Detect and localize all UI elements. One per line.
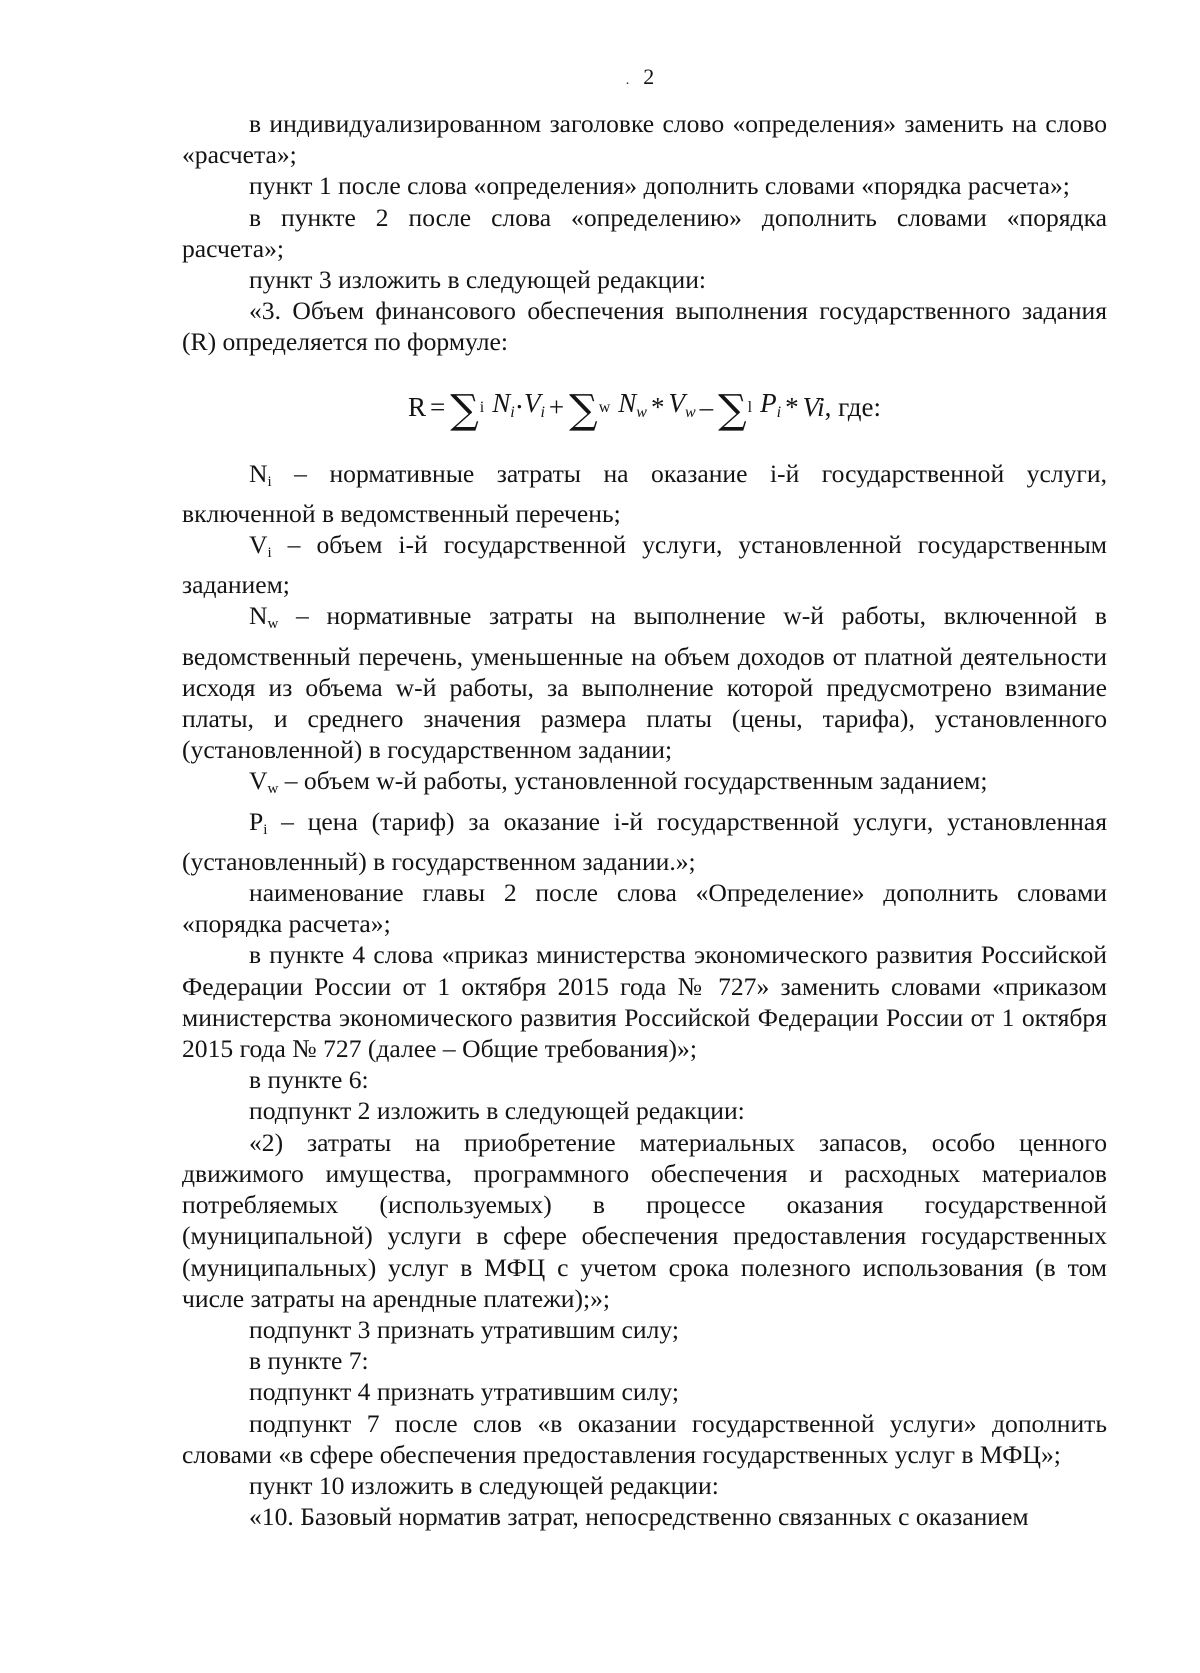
paragraph: в пункте 2 после слова «определению» дополнить словами «порядка расчета»; — [182, 202, 1107, 263]
formula — [182, 358, 1107, 458]
sum-symbol: ∑ — [450, 386, 479, 433]
sum-symbol: ∑ — [718, 386, 747, 433]
document-body — [182, 108, 1107, 1532]
paragraph: в пункте 4 слова «приказ министерства экономического развития Российской Федерации России от 1 октября 2015 года № 727» заменить словами «приказом министерства экономического развития Российской Федерации России от 1 октября 2015 года № 727 (далее – Общие требования)»; — [182, 940, 1107, 1064]
paragraph: подпункт 2 изложить в следующей редакции: — [249, 1096, 745, 1126]
paragraph: пункт 3 изложить в следующей редакции: — [249, 265, 707, 295]
formula-minus: – — [699, 392, 714, 423]
formula-vi: Vi — [802, 392, 825, 423]
formula-n-i: $N_i$ — [492, 387, 515, 421]
definition-item: $V_i$ – объем i-й государственной услуги, установленной государственным заданием; — [182, 530, 1107, 600]
formula-star: * — [785, 392, 799, 423]
formula-tail: , где: — [824, 392, 882, 423]
paragraph: подпункт 4 признать утратившим силу; — [249, 1377, 679, 1407]
definition-item: $V_w$ – объем w-й работы, установленной государственным заданием; — [249, 766, 988, 798]
paragraph: в пункте 7: — [249, 1346, 369, 1376]
definition-item: $P_i$ – цена (тариф) за оказание i-й государственной услуги, установленная (установленный) в государственном задании.»; — [182, 806, 1107, 876]
sum-symbol: ∑ — [569, 386, 598, 433]
formula-v-i: $V_i$ — [523, 387, 545, 421]
paragraph: «3. Объем финансового обеспечения выполнения государственного задания (R) определяется по формуле: — [182, 296, 1107, 357]
formula-lhs: R — [407, 392, 426, 423]
paragraph: подпункт 3 признать утратившим силу; — [249, 1314, 679, 1344]
sum-index-w: w — [598, 399, 611, 417]
formula-p-i: $P_i$ — [760, 387, 782, 421]
page-number-area — [0, 64, 1200, 90]
definition-item: $N_i$ – нормативные затраты на оказание i-й государственной услуги, включенной в ведомственный перечень; — [182, 458, 1107, 528]
sum-index-l: l — [747, 399, 753, 417]
paragraph: пункт 1 после слова «определения» дополнить словами «порядка расчета»; — [249, 171, 1070, 201]
definition-item: $N_w$ – нормативные затраты на выполнение w-й работы, включенной в ведомственный перечень, уменьшенные на объем доходов от платной деятельности исходя из объема w-й работы, за выполнение которой предусмотрено взимание платы, и среднего значения размера платы (цены, тарифа), установленного (установленной) в государственном задании; — [182, 601, 1107, 765]
page-mark: . — [625, 73, 630, 88]
formula-equals: = — [429, 392, 446, 423]
formula-star: * — [650, 392, 665, 423]
paragraph: в пункте 6: — [249, 1065, 369, 1095]
paragraph: наименование главы 2 после слова «Определение» дополнить словами «порядка расчета»; — [182, 878, 1107, 939]
formula-n-w: $N_w$ — [618, 387, 647, 421]
formula-plus: + — [548, 392, 565, 423]
paragraph: пункт 10 изложить в следующей редакции: — [249, 1470, 719, 1500]
paragraph: подпункт 7 после слов «в оказании государственной услуги» дополнить словами «в сфере обеспечения предоставления государственных услуг в МФЦ»; — [182, 1408, 1107, 1469]
formula-v-w: $V_w$ — [668, 387, 696, 421]
page-number: 2 — [643, 64, 655, 89]
paragraph: «2) затраты на приобретение материальных запасов, особо ценного движимого имущества, программного обеспечения и расходных материалов потребляемых (используемых) в процессе оказания государственной (муниципальной) услуги в сфере обеспечения предоставления государственных (муниципальных) услуг в МФЦ с учетом срока полезного использования (в том числе затраты на арендные платежи);»; — [182, 1127, 1107, 1313]
paragraph: «10. Базовый норматив затрат, непосредственно связанных с оказанием — [249, 1502, 1029, 1532]
formula-mult: ⋅ — [514, 392, 524, 423]
paragraph: в индивидуализированном заголовке слово «определения» заменить на слово «расчета»; — [182, 109, 1107, 170]
sum-index-i: i — [479, 399, 485, 417]
